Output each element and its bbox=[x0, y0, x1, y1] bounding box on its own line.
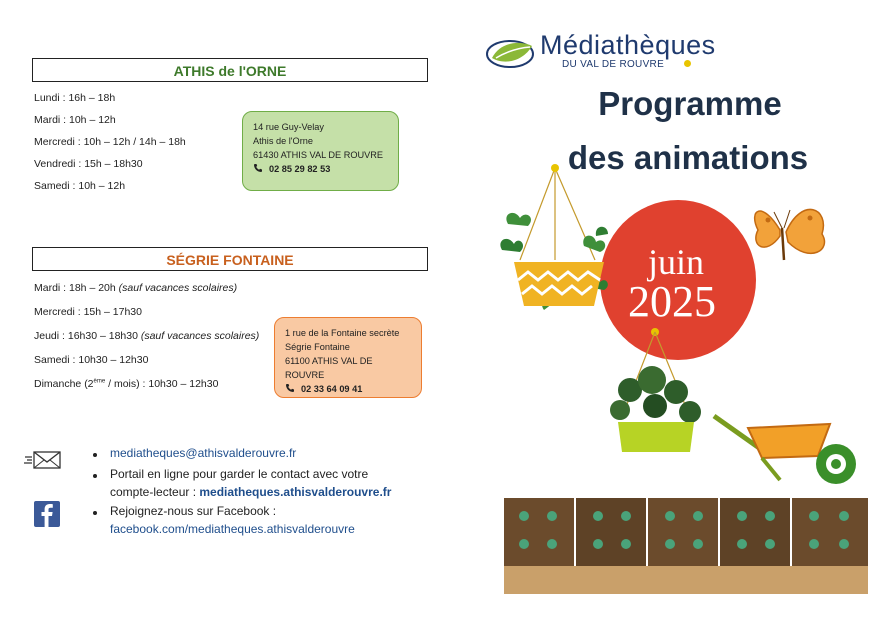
athis-hours bbox=[34, 92, 234, 202]
hours-vendredi: Vendredi : 15h – 18h30 bbox=[34, 158, 143, 170]
portal-line2: compte-lecteur : mediatheques.athisvalderouvre.fr bbox=[110, 485, 392, 499]
phone-icon bbox=[285, 383, 295, 393]
segrie-hours bbox=[34, 282, 274, 392]
athis-heading: ATHIS de l'ORNE bbox=[32, 58, 428, 82]
segrie-heading: SÉGRIE FONTAINE bbox=[32, 247, 428, 271]
title-line1: Programme bbox=[598, 85, 782, 122]
facebook-link[interactable]: facebook.com/mediatheques.athisvalderouvre bbox=[110, 522, 355, 536]
segrie-address-box bbox=[274, 317, 422, 398]
facebook-text: Rejoignez-nous sur Facebook : bbox=[110, 504, 277, 518]
portal-text: Portail en ligne pour garder le contact avec votre bbox=[110, 467, 369, 481]
logo-leaf-icon bbox=[486, 36, 538, 70]
title-line2: des animations bbox=[567, 139, 809, 176]
email-icon bbox=[24, 450, 62, 470]
hours-lundi: Lundi : 16h – 18h bbox=[34, 92, 116, 104]
phone-icon bbox=[253, 163, 263, 173]
hanging-basket-icon bbox=[500, 164, 608, 310]
hours-dimanche: Dimanche (2ème / mois) : 10h30 – 12h30 bbox=[34, 378, 219, 390]
hours-mardi: Mardi : 10h – 12h bbox=[34, 114, 116, 126]
butterfly-icon bbox=[755, 209, 825, 260]
wheelbarrow-icon bbox=[714, 416, 856, 484]
athis-address-line3: 61430 ATHIS VAL DE ROUVRE bbox=[253, 150, 384, 160]
garden-illustration bbox=[500, 160, 872, 596]
athis-phone[interactable]: 02 85 29 82 53 bbox=[269, 164, 331, 174]
email-link[interactable]: mediatheques@athisvalderouvre.fr bbox=[110, 446, 297, 460]
hours-jeudi: Jeudi : 16h30 – 18h30 (sauf vacances scolaires) bbox=[34, 330, 260, 342]
contact-list bbox=[88, 446, 428, 546]
segrie-phone[interactable]: 02 33 64 09 41 bbox=[301, 384, 363, 394]
segrie-address-line3: 61100 ATHIS VAL DE ROUVRE bbox=[285, 356, 373, 380]
hours-mardi: Mardi : 18h – 20h (sauf vacances scolaires) bbox=[34, 282, 238, 294]
logo-tagline: DU VAL DE ROUVRE bbox=[562, 59, 665, 70]
segrie-address-line1: 1 rue de la Fontaine secrète bbox=[285, 328, 400, 338]
date-month: juin bbox=[647, 242, 705, 282]
hours-samedi: Samedi : 10h30 – 12h30 bbox=[34, 354, 149, 366]
garden-beds-icon bbox=[504, 498, 868, 594]
hours-mercredi: Mercredi : 15h – 17h30 bbox=[34, 306, 142, 318]
facebook-icon[interactable] bbox=[34, 501, 60, 527]
portal-link[interactable]: mediatheques.athisvalderouvre.fr bbox=[199, 485, 392, 499]
logo-dot-icon bbox=[684, 60, 691, 67]
segrie-address-line2: Ségrie Fontaine bbox=[285, 342, 350, 352]
athis-address-box bbox=[242, 111, 399, 191]
hours-mercredi: Mercredi : 10h – 12h / 14h – 18h bbox=[34, 136, 186, 148]
date-year: 2025 bbox=[628, 277, 716, 326]
hours-samedi: Samedi : 10h – 12h bbox=[34, 180, 126, 192]
athis-address-line1: 14 rue Guy-Velay bbox=[253, 122, 324, 132]
logo-name: Médiathèques bbox=[540, 30, 716, 60]
athis-address-line2: Athis de l'Orne bbox=[253, 136, 313, 146]
